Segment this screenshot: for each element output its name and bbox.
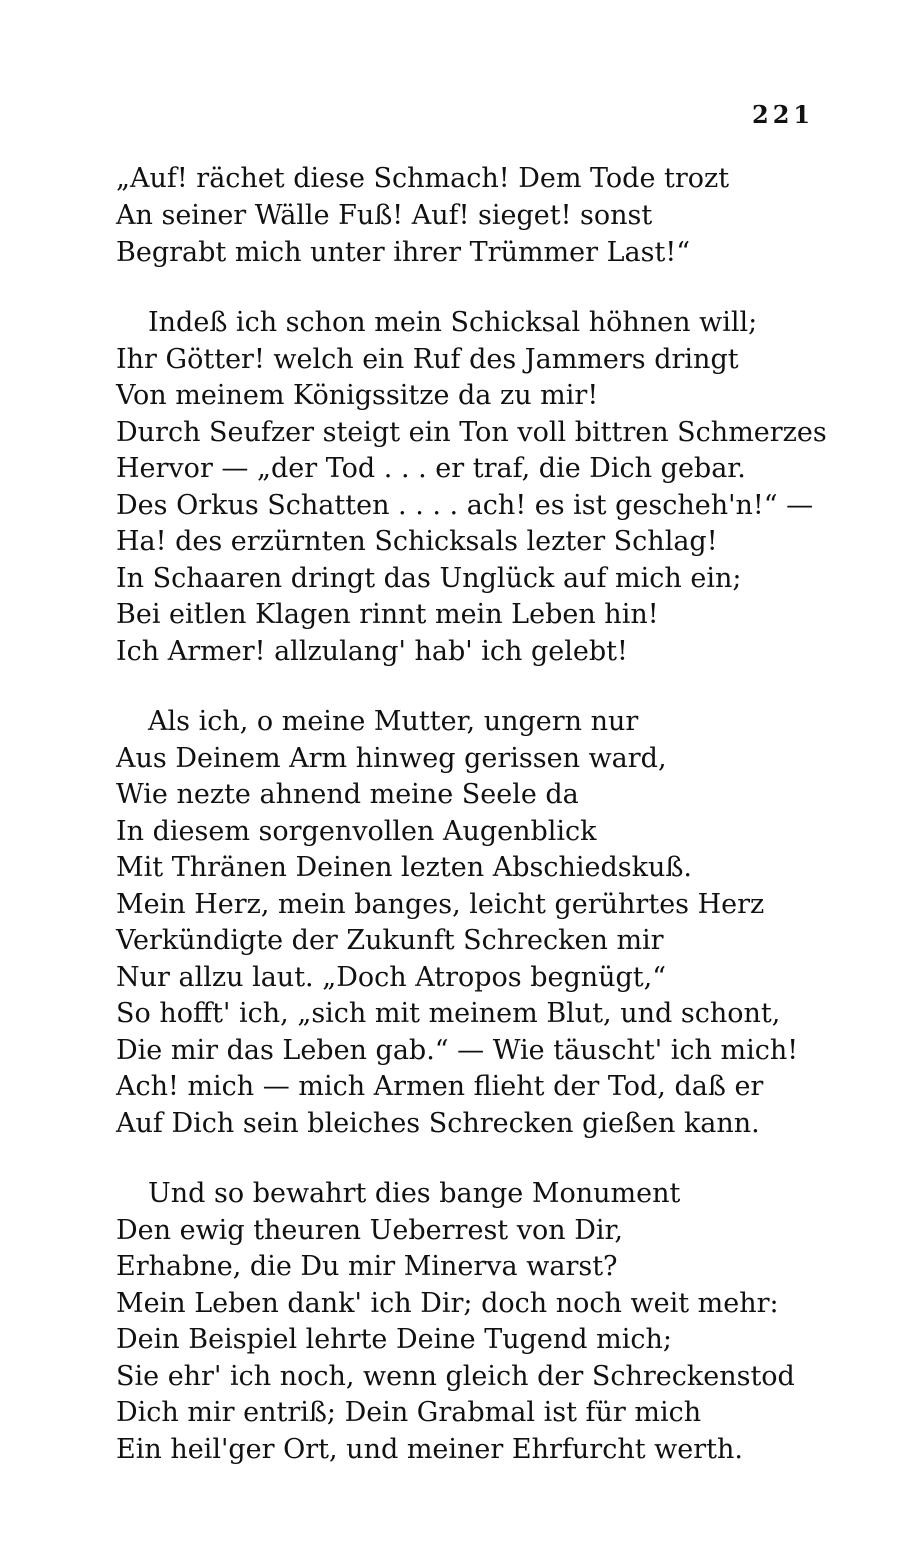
verse-line: Aus Deinem Arm hinweg gerissen ward,: [116, 742, 667, 774]
verse-line: Ach! mich — mich Armen flieht der Tod, daß er: [116, 1071, 764, 1102]
verse-line: Dich mir entriß; Dein Grabmal ist für mich: [116, 1397, 702, 1428]
verse-line: Erhabne, die Du mir Minerva warst?: [116, 1251, 618, 1282]
verse-line: Bei eitlen Klagen rinnt mein Leben hin!: [116, 599, 659, 630]
verse-line: Dein Beispiel lehrte Deine Tugend mich;: [116, 1324, 672, 1355]
verse-line: Ich Armer! allzulang' hab' ich gelebt!: [116, 635, 628, 667]
stanza-4: [116, 1176, 836, 1468]
verse-line: Mit Thränen Deinen lezten Abschiedskuß.: [116, 852, 692, 883]
stanza-3: [116, 704, 836, 1142]
verse-line: „Auf! rächet diese Schmach! Dem Tode trozt: [116, 163, 730, 194]
verse-line: Ha! des erzürnten Schicksals lezter Schlag!: [116, 526, 718, 557]
verse-line: Die mir das Leben gab.“ — Wie täuscht' ich mich!: [116, 1034, 799, 1066]
verse-line: Von meinem Königssitze da zu mir!: [116, 380, 599, 411]
verse-line: Verkündigte der Zukunft Schrecken mir: [116, 925, 664, 956]
verse-line: Ein heil'ger Ort, und meiner Ehrfurcht werth.: [116, 1433, 743, 1465]
verse-line: Hervor — „der Tod . . . er traf, die Dich gebar.: [116, 453, 746, 484]
page-number: 221: [752, 100, 815, 129]
verse-line: In diesem sorgenvollen Augenblick: [116, 815, 597, 847]
verse-line: So hofft' ich, „sich mit meinem Blut, und schont,: [116, 998, 781, 1029]
verse-line: Indeß ich schon mein Schicksal höhnen will;: [148, 307, 758, 338]
stanza-1: [116, 160, 836, 271]
verse-line: Mein Herz, mein banges, leicht gerührtes Herz: [116, 888, 765, 920]
verse-line: Und so bewahrt dies bange Monument: [148, 1178, 681, 1209]
verse-line: Des Orkus Schatten . . . . ach! es ist gescheh'n!“ —: [116, 489, 814, 521]
verse-line: Als ich, o meine Mutter, ungern nur: [148, 706, 639, 737]
verse-line: Mein Leben dank' ich Dir; doch noch weit mehr:: [116, 1287, 779, 1319]
poem-body: [116, 160, 836, 1502]
verse-line: Wie nezte ahnend meine Seele da: [116, 779, 579, 810]
verse-line: In Schaaren dringt das Unglück auf mich ein;: [116, 562, 742, 594]
verse-line: Durch Seufzer steigt ein Ton voll bittren Schmerzes: [116, 416, 827, 448]
stanza-2: [116, 305, 836, 670]
verse-line: Den ewig theuren Ueberrest von Dir,: [116, 1214, 624, 1246]
verse-line: Begrabt mich unter ihrer Trümmer Last!“: [116, 237, 691, 268]
verse-line: An seiner Wälle Fuß! Auf! sieget! sonst: [116, 200, 653, 231]
verse-line: Ihr Götter! welch ein Ruf des Jammers dringt: [116, 343, 739, 375]
verse-line: Nur allzu laut. „Doch Atropos begnügt,“: [116, 961, 667, 993]
verse-line: Auf Dich sein bleiches Schrecken gießen kann.: [116, 1107, 760, 1139]
verse-line: Sie ehr' ich noch, wenn gleich der Schreckenstod: [116, 1360, 795, 1392]
